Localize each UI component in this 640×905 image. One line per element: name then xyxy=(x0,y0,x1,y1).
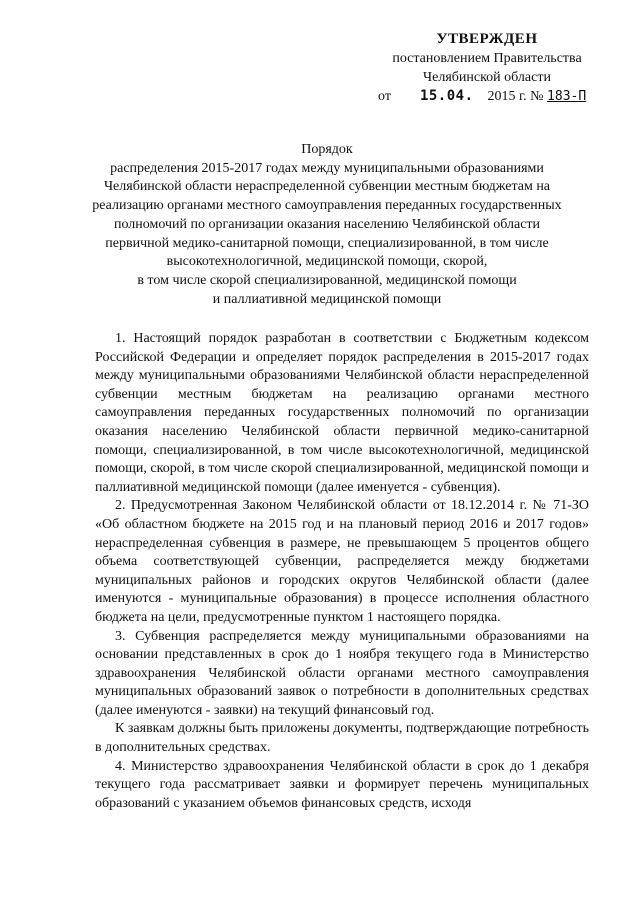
approval-line-2: Челябинской области xyxy=(423,70,551,85)
paragraph-3: 3. Субвенция распределяется между муниципальными образованиями на основании представленных в срок до 1 ноября текущего года в Министерство здравоохранения Челябинской области органами местного самоуправления муниципальных образований заявок о потребности в дополнительных средствах (далее именуются - заявки) на текущий финансовый год. xyxy=(95,628,589,718)
document-body xyxy=(95,330,589,813)
paragraph-1: 1. Настоящий порядок разработан в соответствии с Бюджетным кодексом Российской Федерации и определяет порядок распределения в 2015-2017 годах между муниципальными образованиями Челябинской области нераспределенной субвенции местным бюджетам на реализацию органами местного самоуправления переданных государственных полномочий по организации оказания населению Челябинской области первичной медико-санитарной помощи, специализированной, в том числе высокотехнологичной, медицинской помощи, скорой, в том числе скорой специализированной, медицинской помощи и паллиативной медицинской помощи (далее именуется - субвенция). xyxy=(95,331,589,495)
approval-stamp xyxy=(372,30,602,106)
approval-number: 183-П xyxy=(547,89,587,104)
title-line: и паллиативной медицинской помощи xyxy=(212,291,442,307)
document-title xyxy=(60,141,594,309)
approval-heading: УТВЕРЖДЕН xyxy=(436,31,538,47)
title-line: высокотехнологичной, медицинской помощи, скорой, xyxy=(166,254,488,270)
title-line: первичной медико-санитарной помощи, специализированной, в том числе xyxy=(105,235,549,251)
paragraph-3-note: К заявкам должны быть приложены документы, подтверждающие потребность в дополнительных средствах. xyxy=(95,721,589,756)
approval-line-1: постановлением Правительства xyxy=(392,51,582,66)
title-line: полномочий по организации оказания населению Челябинской области xyxy=(113,216,541,232)
title-line: в том числе скорой специализированной, медицинской помощи xyxy=(137,272,517,288)
title-line: Челябинской области нераспределенной субвенции местным бюджетам на xyxy=(103,179,551,195)
title-line: реализацию органами местного самоуправления переданных государственных xyxy=(92,198,562,214)
paragraph-4: 4. Министерство здравоохранения Челябинской области в срок до 1 декабря текущего года рассматривает заявки и формирует перечень муниципальных образований с указанием объемов финансовых средств, исходя xyxy=(95,758,589,811)
title-line: распределения 2015-2017 годах между муниципальными образованиями xyxy=(110,160,544,176)
title-line: Порядок xyxy=(301,142,353,157)
approval-date: 15.04. xyxy=(419,88,474,104)
approval-from: от xyxy=(378,89,391,104)
approval-date-line xyxy=(372,87,602,106)
paragraph-2: 2. Предусмотренная Законом Челябинской области от 18.12.2014 г. № 71-ЗО «Об областном бюджете на 2015 год и на плановый период 2016 и 2017 годов» нераспределенная субвенция в размере, не превышающем 5 процентов общего объема соответствующей субвенции, распределяется между бюджетами муниципальных районов и городских округов Челябинской области (далее именуются - муниципальные образования) в процессе исполнения областного бюджета на цели, предусмотренные пунктом 1 настоящего порядка. xyxy=(95,498,589,625)
approval-year: 2015 г. № xyxy=(487,89,544,104)
